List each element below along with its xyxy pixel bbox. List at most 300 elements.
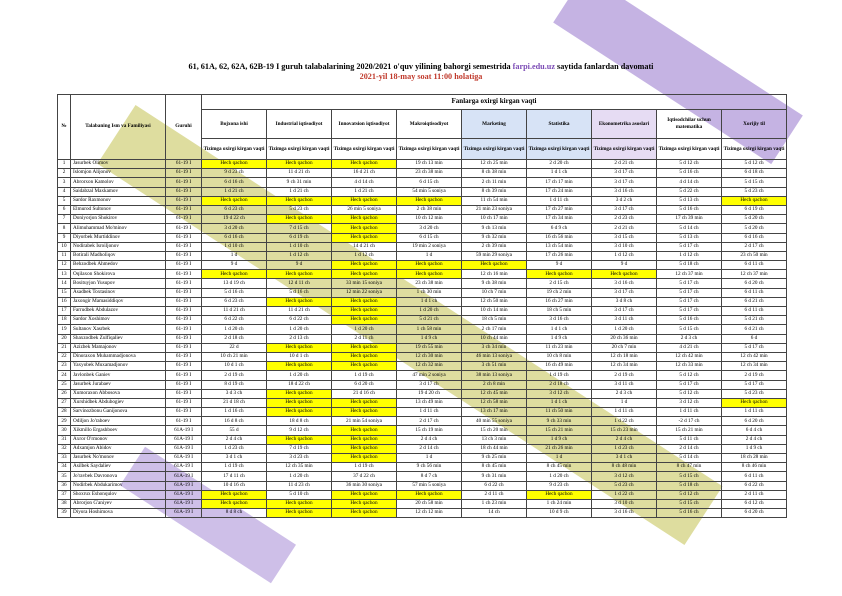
last-login-cell: 18 d 22 ch	[267, 380, 332, 389]
last-login-subheader: Tizimga oxirgi kirgan vaqti	[397, 139, 462, 160]
last-login-cell: 5 d 15 ch	[657, 472, 722, 481]
last-login-cell: 16 ch 49 min	[527, 362, 592, 371]
last-login-cell: 2 d 19 ch	[722, 371, 787, 380]
row-number: 13	[58, 270, 71, 279]
row-number: 14	[58, 279, 71, 288]
last-login-cell: 8 ch 48 min	[592, 463, 657, 472]
last-login-cell: Hech qachon	[332, 261, 397, 270]
student-name: Odiljon Jo'raboev	[71, 417, 166, 426]
last-login-cell: 9 d	[527, 261, 592, 270]
last-login-cell: 1 d 12 ch	[657, 251, 722, 260]
table-row	[58, 270, 787, 279]
last-login-cell: 40 min 55 soniya	[462, 417, 527, 426]
last-login-cell: 2 d 21 ch	[592, 160, 657, 169]
last-login-cell: 5 d 11 ch	[657, 435, 722, 444]
group-cell: 61-19 I	[166, 334, 202, 343]
last-login-cell: 2 d 15 ch	[527, 279, 592, 288]
last-login-cell: 6 d 4 ch	[722, 426, 787, 435]
last-login-cell: 12 ch 33 min	[657, 362, 722, 371]
last-login-cell: 20 ch 58 min	[397, 499, 462, 508]
last-login-cell: 6 d 15 ch	[397, 233, 462, 242]
last-login-cell: 9 d	[267, 261, 332, 270]
last-login-cell: Hech qachon	[527, 270, 592, 279]
last-login-cell: 9 d 23 ch	[527, 481, 592, 490]
last-login-cell: 17 ch 24 min	[527, 187, 592, 196]
last-login-cell: 3 d 16 ch	[527, 316, 592, 325]
last-login-subheader: Tizimga oxirgi kirgan vaqti	[332, 139, 397, 160]
subject-header: Ekonometrika asoslari	[592, 110, 657, 139]
student-name: Sardor Xoshimov	[71, 316, 166, 325]
student-name: Sardor Raxmonov	[71, 196, 166, 205]
last-login-cell: 11 d 21 ch	[267, 169, 332, 178]
last-login-cell: Hech qachon	[397, 490, 462, 499]
row-number: 8	[58, 224, 71, 233]
last-login-cell: 3 d 20 ch	[202, 224, 267, 233]
last-login-cell: 5 d 17 ch	[657, 297, 722, 306]
last-login-cell: 9 ch 25 min	[462, 454, 527, 463]
last-login-cell: 2 d 18 ch	[202, 334, 267, 343]
last-login-cell: 6 d 16 ch	[202, 178, 267, 187]
table-row	[58, 279, 787, 288]
last-login-cell: 1 d 9 ch	[397, 334, 462, 343]
last-login-cell: 5 d 18 ch	[657, 261, 722, 270]
last-login-cell: 3 d 20 ch	[397, 224, 462, 233]
student-name: Abrorjon G'aniyev	[71, 499, 166, 508]
last-login-cell: 5 d 23 ch	[267, 205, 332, 214]
group-cell: 61A-19 I	[166, 435, 202, 444]
last-login-cell: 2 d 11 ch	[332, 334, 397, 343]
last-login-cell: 9 d	[592, 261, 657, 270]
row-number: 9	[58, 233, 71, 242]
table-row	[58, 178, 787, 187]
last-login-cell: 17 ch 34 min	[527, 215, 592, 224]
last-login-cell: 3 d 2 ch	[592, 196, 657, 205]
table-row	[58, 233, 787, 242]
student-name: Jaxongir Mamasiddiqov	[71, 297, 166, 306]
last-login-cell: 3 d 17 ch	[592, 288, 657, 297]
last-login-cell: 1 d	[592, 398, 657, 407]
last-login-cell: 1 d 9 ch	[527, 435, 592, 444]
last-login-cell: 5 d 15 ch	[657, 499, 722, 508]
last-login-cell: Hech qachon	[332, 343, 397, 352]
last-login-cell: 7 d 15 ch	[267, 224, 332, 233]
row-number: 29	[58, 417, 71, 426]
table-row	[58, 215, 787, 224]
last-login-cell: 9 d	[202, 261, 267, 270]
last-login-cell: 2 ch 38 min	[397, 205, 462, 214]
last-login-cell: Hech qachon	[332, 444, 397, 453]
student-name: Nodirabek Isroiljonov	[71, 242, 166, 251]
table-row	[58, 251, 787, 260]
table-row	[58, 509, 787, 518]
last-login-cell: Hech qachon	[397, 261, 462, 270]
row-number: 32	[58, 444, 71, 453]
last-login-cell: 1 d 1 ch	[527, 325, 592, 334]
group-cell: 61-19 I	[166, 215, 202, 224]
last-login-cell: 18 ch 5 min	[527, 307, 592, 316]
group-cell: 61-19 I	[166, 205, 202, 214]
last-login-cell: Hech qachon	[267, 215, 332, 224]
student-name: Adxamjon Abidov	[71, 444, 166, 453]
group-cell: 61A-19 I	[166, 490, 202, 499]
table-row	[58, 371, 787, 380]
last-login-cell: 8 d 8 ch	[202, 509, 267, 518]
student-name: Jo'ravbek Davronova	[71, 472, 166, 481]
row-number: 12	[58, 261, 71, 270]
row-number: 35	[58, 472, 71, 481]
row-number: 16	[58, 297, 71, 306]
last-login-cell: 6 d 11 ch	[722, 288, 787, 297]
last-login-cell: 1 d 19 ch	[202, 463, 267, 472]
subject-header: Iqtisodchilar uchun matematika	[657, 110, 722, 139]
last-login-cell: 1 d 21 ch	[267, 187, 332, 196]
last-login-cell: 21 d 18 ch	[202, 398, 267, 407]
subject-header: Xorijiy til	[722, 110, 787, 139]
last-login-cell: Hech qachon	[267, 297, 332, 306]
group-cell: 61-19 I	[166, 233, 202, 242]
last-login-cell: 1 d 10 ch	[267, 242, 332, 251]
last-login-subheader: Tizimga oxirgi kirgan vaqti	[592, 139, 657, 160]
last-login-cell: 13 d 19 ch	[202, 279, 267, 288]
last-login-cell: 5 d 18 ch	[657, 481, 722, 490]
last-login-cell: 1 ch 24 min	[527, 499, 592, 508]
last-login-cell: 57 min 5 soniya	[397, 481, 462, 490]
last-login-cell: Hech qachon	[267, 499, 332, 508]
last-login-cell: 6 d 16 ch	[722, 233, 787, 242]
student-name: Xurshidbek Abdubogiev	[71, 398, 166, 407]
table-row	[58, 389, 787, 398]
last-login-cell: 6 d 23 ch	[202, 297, 267, 306]
row-number: 26	[58, 389, 71, 398]
last-login-cell: 16 ch 27 min	[527, 297, 592, 306]
student-name: Sultanov Xasrbek	[71, 325, 166, 334]
last-login-cell: 1 d 21 ch	[332, 187, 397, 196]
last-login-cell: 1 d 20 ch	[527, 472, 592, 481]
row-number: 4	[58, 187, 71, 196]
last-login-cell: 5 d 17 ch	[657, 279, 722, 288]
last-login-cell: Hech qachon	[332, 270, 397, 279]
last-login-cell: 12 ch 25 min	[462, 160, 527, 169]
last-login-cell: Hech qachon	[592, 270, 657, 279]
last-login-cell: 18 ch 5 min	[462, 316, 527, 325]
last-login-cell: 15 ch 21 min	[527, 426, 592, 435]
last-login-cell: 6 d 21 ch	[722, 297, 787, 306]
table-row	[58, 307, 787, 316]
last-login-cell: Hech qachon	[332, 499, 397, 508]
last-login-cell: 6 d 20 ch	[332, 380, 397, 389]
last-login-cell: 10 ch 44 min	[462, 334, 527, 343]
last-login-cell: 12 ch 37 min	[657, 270, 722, 279]
group-cell: 61-19 I	[166, 316, 202, 325]
group-cell: 61-19 I	[166, 196, 202, 205]
last-login-cell: 3 d 17 ch	[592, 169, 657, 178]
last-login-cell: 2 ch 11 min	[462, 178, 527, 187]
last-login-cell: 15 ch 20 min	[462, 426, 527, 435]
last-login-cell: 2 d 4 ch	[397, 435, 462, 444]
table-row	[58, 398, 787, 407]
last-login-cell: 8 d 7 ch	[397, 472, 462, 481]
last-login-cell: 19 ch 2 min	[527, 288, 592, 297]
last-login-cell: 6 d 23 ch	[202, 205, 267, 214]
last-login-cell: Hech qachon	[332, 160, 397, 169]
table-row	[58, 352, 787, 361]
group-cell: 61-19 I	[166, 178, 202, 187]
table-row	[58, 380, 787, 389]
row-number: 21	[58, 343, 71, 352]
last-login-cell: Hech qachon	[202, 270, 267, 279]
last-login-cell: 10 d 16 ch	[202, 481, 267, 490]
last-login-cell: 23 ch 50 min	[722, 251, 787, 260]
group-cell: 61A-19 I	[166, 444, 202, 453]
group-cell: 61A-19 I	[166, 481, 202, 490]
last-login-cell: 17 ch 17 min	[527, 178, 592, 187]
last-login-cell: 1 d 20 ch	[267, 472, 332, 481]
last-login-cell: 4 d 14 ch	[657, 178, 722, 187]
last-login-cell: 2 d 14 ch	[397, 444, 462, 453]
last-login-cell: 5 d 16 ch	[657, 509, 722, 518]
last-login-cell: 11 d 23 ch	[267, 481, 332, 490]
last-login-cell: 1 ch 30 min	[397, 288, 462, 297]
last-login-cell: 1 d 12 ch	[592, 251, 657, 260]
row-number: 2	[58, 169, 71, 178]
last-login-cell: 5 d 16 ch	[267, 288, 332, 297]
last-login-subheader: Tizimga oxirgi kirgan vaqti	[657, 139, 722, 160]
last-login-cell: 20 ch 7 min	[592, 343, 657, 352]
last-login-cell: 1 d 11 ch	[527, 196, 592, 205]
last-login-cell: 2 d 4 ch	[722, 435, 787, 444]
last-login-cell: 1 d 20 ch	[397, 307, 462, 316]
last-login-cell: 16 d 8 ch	[202, 417, 267, 426]
last-login-cell: 1 d 1 ch	[527, 398, 592, 407]
last-login-cell: Hech qachon	[332, 426, 397, 435]
student-name: Nodirbek Abdukarimov	[71, 481, 166, 490]
last-login-cell: 5 d 12 ch	[657, 371, 722, 380]
last-login-cell: 12 ch 45 min	[462, 389, 527, 398]
student-name: Axror O'rmonov	[71, 435, 166, 444]
last-login-cell: 1 d 11 ch	[592, 408, 657, 417]
last-login-cell: 3 d 8 ch	[592, 297, 657, 306]
group-cell: 61A-19 I	[166, 472, 202, 481]
subject-header: Innovatsion iqtisodiyot	[332, 110, 397, 139]
group-cell: 61-19 I	[166, 417, 202, 426]
subject-header: Marketing	[462, 110, 527, 139]
last-login-cell: Hech qachon	[462, 261, 527, 270]
last-login-cell: Hech qachon	[202, 160, 267, 169]
last-login-cell: 1 d 20 ch	[202, 325, 267, 334]
last-login-cell: 6 d	[722, 334, 787, 343]
last-login-cell: 17 ch 27 min	[527, 205, 592, 214]
last-login-cell: 1 d 9 ch	[527, 334, 592, 343]
student-name: Bosituyjon Yusupov	[71, 279, 166, 288]
table-row	[58, 224, 787, 233]
last-login-cell: 5 d 16 ch	[202, 288, 267, 297]
last-login-cell: 12 ch 12 min	[397, 509, 462, 518]
table-row	[58, 288, 787, 297]
group-cell: 61A-19 I	[166, 463, 202, 472]
last-login-cell: 5 d 12 ch	[722, 160, 787, 169]
last-login-cell: 59 min 29 soniya	[462, 251, 527, 260]
last-login-cell: Hech qachon	[267, 362, 332, 371]
table-row	[58, 463, 787, 472]
last-login-cell: 3 d 3 ch	[202, 389, 267, 398]
last-login-cell: 2 d 17 ch	[397, 417, 462, 426]
student-name: Shoxrux Eshonqulov	[71, 490, 166, 499]
last-login-cell: 55 d	[202, 426, 267, 435]
table-row	[58, 160, 787, 169]
last-login-cell: 1 d	[397, 454, 462, 463]
last-login-cell: Hech qachon	[202, 490, 267, 499]
row-number: 28	[58, 408, 71, 417]
last-login-cell: 5 d 23 ch	[722, 187, 787, 196]
last-login-cell: 1 d 19 ch	[332, 463, 397, 472]
last-login-cell: 19 ch 13 min	[397, 160, 462, 169]
last-login-cell: 10 ch 12 min	[397, 215, 462, 224]
last-login-cell: 8 ch 39 min	[462, 187, 527, 196]
document-header	[0, 62, 842, 81]
row-number: 38	[58, 499, 71, 508]
student-name: Javlonbek Ganiev	[71, 371, 166, 380]
header-subjects-group: Fanlarga oxirgi kirgan vaqti	[202, 95, 787, 110]
last-login-cell: 12 ch 16 min	[462, 270, 527, 279]
last-login-cell: 6 d 16 ch	[202, 233, 267, 242]
last-login-cell: Hech qachon	[267, 435, 332, 444]
last-login-cell: Hech qachon	[267, 343, 332, 352]
last-login-cell: 2 d 11 ch	[462, 490, 527, 499]
last-login-cell: 2 d 19 ch	[592, 371, 657, 380]
last-login-cell: 5 d 14 ch	[657, 224, 722, 233]
last-login-cell: 6 d 15 ch	[397, 178, 462, 187]
last-login-cell: 6 d 11 ch	[722, 261, 787, 270]
group-cell: 61-19 I	[166, 380, 202, 389]
last-login-cell: 12 ch 58 min	[462, 398, 527, 407]
last-login-cell: Hech qachon	[332, 398, 397, 407]
site-name: farpi.edu.uz	[512, 62, 555, 71]
table-row	[58, 426, 787, 435]
table-row	[58, 196, 787, 205]
last-login-cell: 12 ch 34 min	[722, 362, 787, 371]
last-login-cell: 2 d 23 ch	[592, 215, 657, 224]
last-login-cell: 12 ch 32 min	[397, 362, 462, 371]
last-login-cell: 3 ch 51 min	[462, 362, 527, 371]
last-login-cell: 1 d 9 ch	[722, 444, 787, 453]
subject-header: Makroiqtisodiyot	[397, 110, 462, 139]
row-number: 11	[58, 251, 71, 260]
student-name: Asilbek Saydaliev	[71, 463, 166, 472]
group-cell: 61-19 I	[166, 270, 202, 279]
last-login-cell: 6 d 19 ch	[267, 233, 332, 242]
last-login-cell: 17 d 11 ch	[202, 472, 267, 481]
last-login-cell: 10 d 9 ch	[527, 509, 592, 518]
last-login-cell: Hech qachon	[267, 196, 332, 205]
last-login-cell: 19 d 22 ch	[202, 215, 267, 224]
last-login-cell: 1 d 12 ch	[267, 251, 332, 260]
table-row	[58, 325, 787, 334]
group-cell: 61-19 I	[166, 169, 202, 178]
last-login-cell: Hech qachon	[267, 389, 332, 398]
student-name: Jasurbek No'monov	[71, 454, 166, 463]
group-cell: 61-19 I	[166, 261, 202, 270]
student-name: Abrorxon Kamolov	[71, 178, 166, 187]
last-login-cell: 16 ch 56 min	[527, 233, 592, 242]
last-login-cell: 54 min 5 soniya	[397, 187, 462, 196]
last-login-cell: 2 d 4 ch	[202, 435, 267, 444]
last-login-cell: -2 d 17 ch	[657, 417, 722, 426]
last-login-subheader: Tizimga oxirgi kirgan vaqti	[202, 139, 267, 160]
last-login-cell: 1 ch 23 min	[462, 499, 527, 508]
table-row	[58, 408, 787, 417]
table-row	[58, 362, 787, 371]
last-login-subheader: Tizimga oxirgi kirgan vaqti	[267, 139, 332, 160]
student-name: Diyorbek Murtiddinov	[71, 233, 166, 242]
group-cell: 61A-19 I	[166, 426, 202, 435]
table-row	[58, 481, 787, 490]
last-login-cell: 5 d 10 ch	[267, 490, 332, 499]
last-login-cell: 12 ch 30 min	[397, 352, 462, 361]
last-login-cell: Hech qachon	[527, 490, 592, 499]
last-login-cell: 36 min 30 soniya	[332, 481, 397, 490]
last-login-cell: 6 d 22 ch	[202, 316, 267, 325]
last-login-cell: 5 d 16 ch	[657, 316, 722, 325]
last-login-cell: 3 d 16 ch	[592, 187, 657, 196]
table-row	[58, 334, 787, 343]
last-login-cell: 1 d 19 ch	[527, 371, 592, 380]
last-login-cell: 21 ch 26 min	[527, 444, 592, 453]
last-login-cell: 5 d 17 ch	[657, 380, 722, 389]
group-cell: 61-19 I	[166, 362, 202, 371]
row-number: 39	[58, 509, 71, 518]
last-login-cell: 2 d 19 ch	[202, 371, 267, 380]
last-login-cell: 1 d	[527, 454, 592, 463]
table-row	[58, 242, 787, 251]
table-row	[58, 205, 787, 214]
group-cell: 61-19 I	[166, 297, 202, 306]
last-login-cell: 5 d 22 ch	[657, 187, 722, 196]
header-group: Guruhi	[166, 95, 202, 160]
last-login-cell: Hech qachon	[397, 270, 462, 279]
last-login-cell: 3 d 17 ch	[397, 380, 462, 389]
group-cell: 61-19 I	[166, 288, 202, 297]
last-login-cell: Hech qachon	[202, 499, 267, 508]
last-login-cell: Hech qachon	[332, 316, 397, 325]
last-login-cell: 11 d 21 ch	[202, 307, 267, 316]
last-login-cell: Hech qachon	[332, 509, 397, 518]
last-login-cell: 3 d 12 ch	[657, 398, 722, 407]
last-login-cell: 3 d 10 ch	[592, 499, 657, 508]
last-login-cell: 6 d 20 ch	[722, 417, 787, 426]
last-login-cell: 9 ch 32 min	[462, 233, 527, 242]
subject-header: Statistika	[527, 110, 592, 139]
row-number: 19	[58, 325, 71, 334]
last-login-cell: Hech qachon	[722, 196, 787, 205]
table-row	[58, 444, 787, 453]
last-login-cell: 11 d 21 ch	[267, 307, 332, 316]
last-login-cell: 7 d 19 ch	[267, 444, 332, 453]
last-login-cell: Hech qachon	[202, 196, 267, 205]
last-login-cell: 10 ch 17 min	[462, 215, 527, 224]
last-login-cell: 5 d 12 ch	[657, 389, 722, 398]
row-number: 27	[58, 398, 71, 407]
group-cell: 61-19 I	[166, 307, 202, 316]
group-cell: 61-19 I	[166, 242, 202, 251]
row-number: 37	[58, 490, 71, 499]
last-login-cell: 2 d 4 ch	[592, 435, 657, 444]
last-login-cell: 12 ch 50 min	[462, 297, 527, 306]
student-name: Xikmillo Ergashboev	[71, 426, 166, 435]
last-login-cell: 9 d 23 ch	[202, 169, 267, 178]
last-login-cell: 5 d 17 ch	[722, 380, 787, 389]
table-row	[58, 499, 787, 508]
last-login-cell: 8 ch 47 min	[657, 463, 722, 472]
